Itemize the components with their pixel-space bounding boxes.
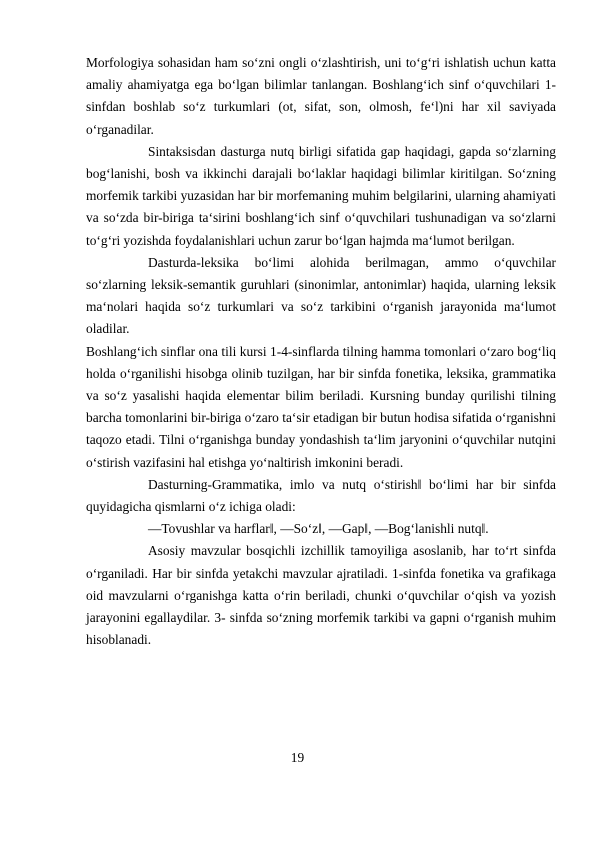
- paragraph-program-sections: Dasturning-Grammatika, imlo va nutq o‘stirish‖ bo‘limi har bir sinfda quyidagicha qismlarni o‘z ichiga oladi:: [86, 476, 556, 515]
- page-number: 19: [290, 750, 305, 765]
- paragraph-section-list: ―Tovushlar va harflar‖, ―So‘z‖, ―Gap‖, ―Bog‘lanishli nutq‖.: [148, 521, 489, 537]
- paragraph-syntax: Sintaksisdan dasturga nutq birligi sifatida gap haqidagi, gapda so‘zlarning bog‘lanishi, bosh va ikkinchi darajali bo‘laklar haqidagi bilimlar kiritilgan. So‘zning morfemik tarkibi yuzasidan har bir morfemaning muhim belgilarini, ularning ahamiyati va so‘zda bir-biriga ta‘sirini boshlang‘ich sinf o‘quvchilari tushunadigan va so‘zlarni to‘g‘ri yozishda foydalanishlari uchun zarur bo‘lgan hajmda ma‘lumot berilgan.: [86, 143, 556, 248]
- paragraph-morphology: Morfologiya sohasidan ham so‘zni ongli o‘zlashtirish, uni to‘g‘ri ishlatish uchun katta amaliy ahamiyatga ega bo‘lgan bilimlar tanlangan. Boshlang‘ich sinf o‘quvchilari 1-sinfdan boshlab so‘z turkumlari (ot, sifat, son, olmosh, fe‘l)ni har xil saviyada o‘rganadilar.: [86, 55, 556, 137]
- paragraph-main-topics: Asosiy mavzular bosqichli izchillik tamoyiliga asoslanib, har to‘rt sinfda o‘rganiladi. Har bir sinfda yetakchi mavzular ajratiladi. 1-sinfda fonetika va grafikaga oid mavzularni o‘rganishga katta o‘rin beriladi, chunki o‘quvchilar o‘qish va yozish jarayonini egallaydilar. 3- sinfda so‘zning morfemik tarkibi va gapni o‘rganish muhim hisoblanadi.: [86, 543, 556, 648]
- page-body: [86, 52, 556, 651]
- paragraph-lexicon: Dasturda-leksika bo‘limi alohida berilmagan, ammo o‘quvchilar so‘zlarning leksik-semantik guruhlari (sinonimlar, antonimlar) haqida, ularning leksik ma‘nolari haqida so‘z turkumlari va so‘z tarkibini o‘rganish jarayonida ma‘lumot oladilar.: [86, 254, 556, 337]
- paragraph-course-structure: Boshlang‘ich sinflar ona tili kursi 1-4-sinflarda tilning hamma tomonlari o‘zaro bog‘liq holda o‘rganilishi hisobga olinib tuzilgan, har bir sinfda fonetika, leksika, grammatika va so‘z yasalishi haqida elementar bilim beriladi. Kursning bunday qurilishi tilning barcha tomonlarini bir-biriga o‘zaro ta‘sir etadigan bir butun hodisa sifatida o‘rganishni taqozo etadi. Tilni o‘rganishga bunday yondashish ta‘lim jaryonini o‘quvchilar nutqini o‘stirish vazifasini hal etishga yo‘naltirish imkonini beradi.: [86, 343, 556, 470]
